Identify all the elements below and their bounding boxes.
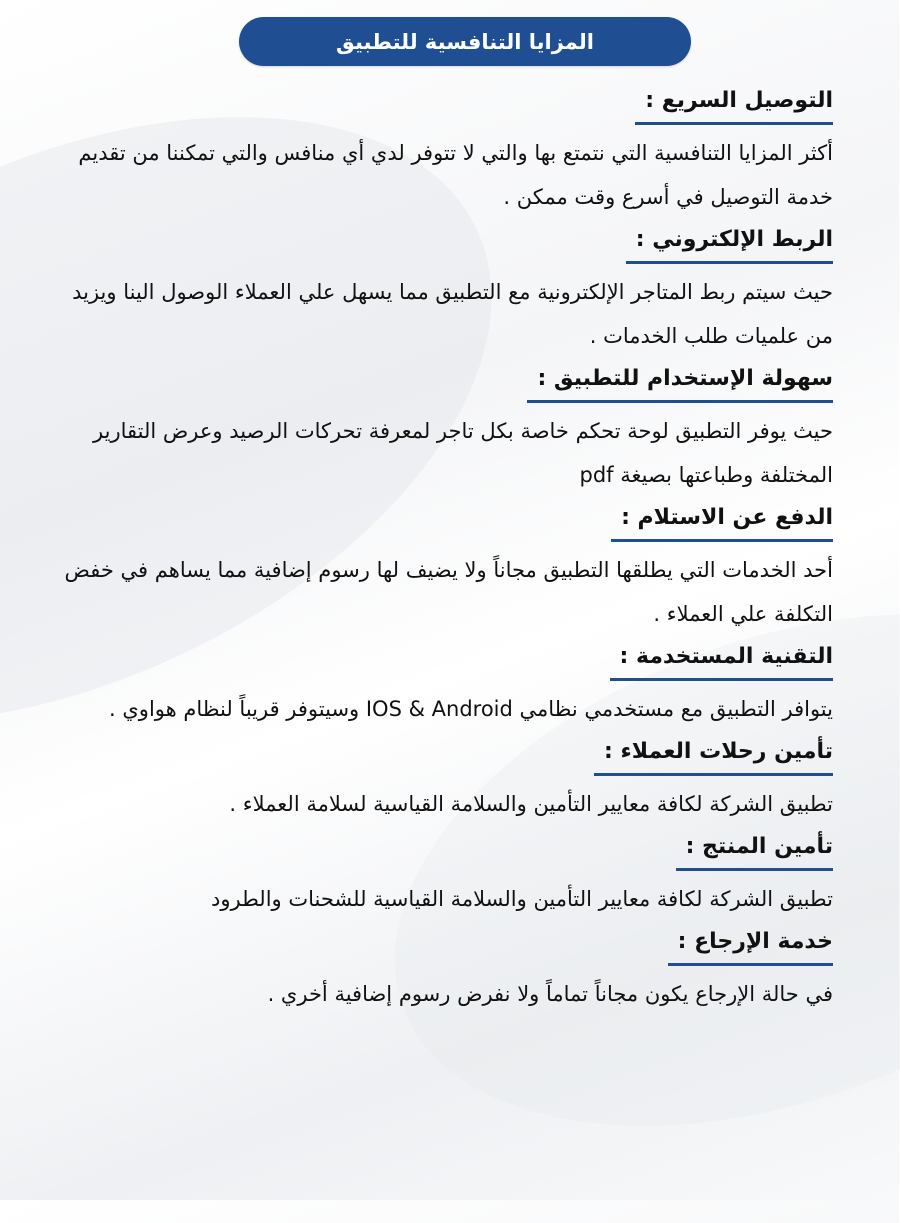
feature-description: في حالة الإرجاع يكون مجاناً تماماً ولا نفرض رسوم إضافية أخري . <box>268 982 834 1006</box>
feature-heading: التقنية المستخدمة : <box>611 640 834 681</box>
feature-description: حيث سيتم ربط المتاجر الإلكترونية مع التطبيق مما يسهل علي العملاء الوصول الينا ويزيد من علميات طلب الخدمات . <box>73 280 834 348</box>
feature-description: أكثر المزايا التنافسية التي نتمتع بها والتي لا تتوفر لدي أي منافس والتي تمكننا من تقديم خدمة التوصيل في أسرع وقت ممكن . <box>79 141 834 209</box>
feature-heading: الربط الإلكتروني : <box>627 223 834 264</box>
feature-section <box>62 925 834 1016</box>
feature-description: تطبيق الشركة لكافة معايير التأمين والسلامة القياسية لسلامة العملاء . <box>230 792 834 816</box>
feature-description: يتوافر التطبيق مع مستخدمي نظامي IOS & Android وسيتوفر قريباً لنظام هواوي . <box>110 697 834 721</box>
feature-heading: تأمين رحلات العملاء : <box>595 735 834 776</box>
feature-heading: خدمة الإرجاع : <box>669 925 834 966</box>
feature-section <box>62 362 834 497</box>
feature-description: أحد الخدمات التي يطلقها التطبيق مجاناً ولا يضيف لها رسوم إضافية مما يساهم في خفض التكلفة علي العملاء . <box>65 558 834 626</box>
feature-section <box>62 501 834 636</box>
feature-section <box>62 223 834 358</box>
feature-heading: تأمين المنتج : <box>677 830 834 871</box>
feature-heading: سهولة الإستخدام للتطبيق : <box>528 362 834 403</box>
feature-heading: الدفع عن الاستلام : <box>612 501 834 542</box>
feature-section <box>62 830 834 921</box>
feature-section <box>62 640 834 731</box>
feature-description: حيث يوفر التطبيق لوحة تحكم خاصة بكل تاجر لمعرفة تحركات الرصيد وعرض التقارير المختلفة وطباعتها بصيغة pdf <box>94 419 834 487</box>
feature-section <box>62 735 834 826</box>
features-list <box>62 84 834 1020</box>
feature-section <box>62 84 834 219</box>
page-title: المزايا التنافسية للتطبيق <box>240 17 692 66</box>
feature-description: تطبيق الشركة لكافة معايير التأمين والسلامة القياسية للشحنات والطرود <box>211 887 834 911</box>
feature-heading: التوصيل السريع : <box>636 84 834 125</box>
